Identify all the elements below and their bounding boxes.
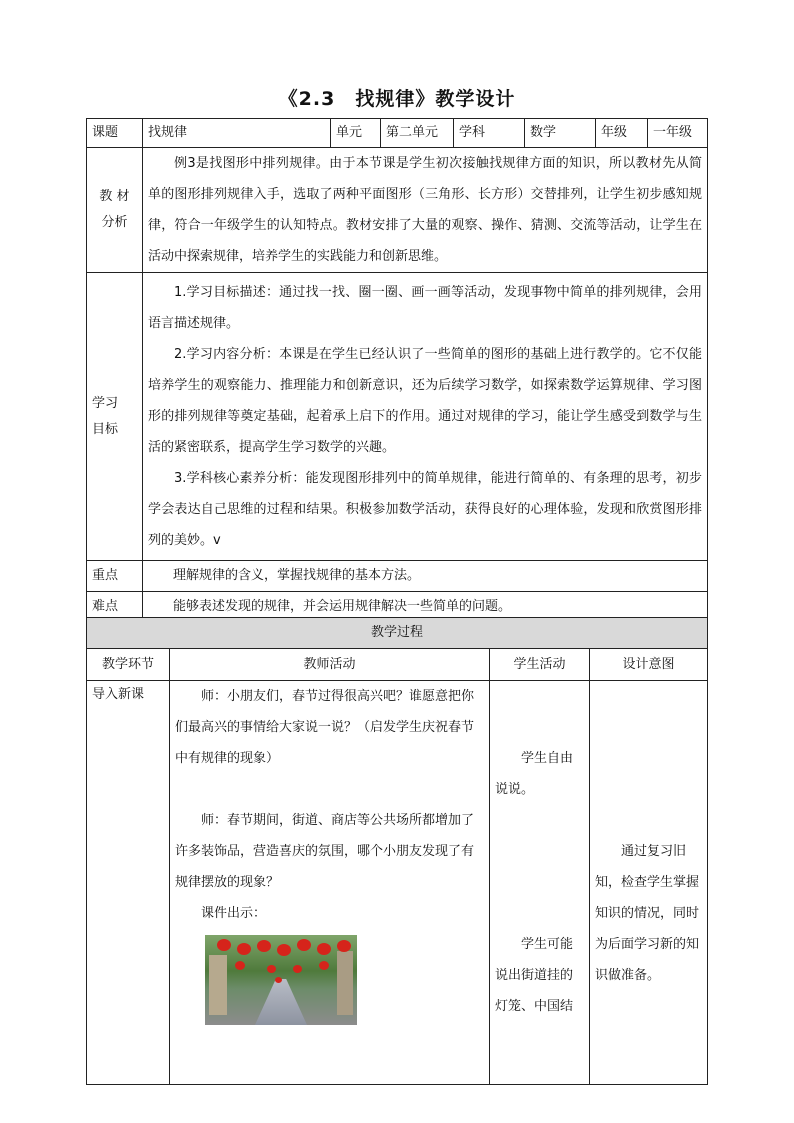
grade-label: 年级 (596, 119, 648, 148)
key-point-label: 重点 (87, 561, 143, 592)
goals-row (87, 273, 708, 561)
grade-value: 一年级 (648, 119, 708, 148)
goal-item-3: 3.学科核心素养分析：能发现图形排列中的简单规律，能进行简单的、有条理的思考，初步学会表达自己思维的过程和结果。积极参加数学活动，获得良好的心理体验，发现和欣赏图形排列的美妙。v (148, 471, 702, 548)
student-activity-2: 学生可能说出街道挂的灯笼、中国结 (495, 937, 574, 1014)
teacher-activity-2: 师：春节期间，街道、商店等公共场所都增加了许多装饰品，营造喜庆的氛围，哪个小朋友发现了有规律摆放的现象？ (175, 813, 475, 890)
column-stage: 教学环节 (87, 649, 170, 681)
process-section-row (87, 618, 708, 649)
process-column-header-row (87, 649, 708, 681)
column-teacher: 教师活动 (170, 649, 490, 681)
goals-label: 学习 目标 (87, 273, 143, 561)
lesson-plan-table (86, 118, 708, 623)
difficulty-text: 能够表述发现的规律，并会运用规律解决一些简单的问题。 (143, 592, 708, 623)
column-student: 学生活动 (490, 649, 590, 681)
topic-label: 课题 (87, 119, 143, 148)
process-row-intro (87, 681, 708, 1085)
key-point-row (87, 561, 708, 592)
teacher-activity-1: 师：小朋友们，春节过得很高兴吧？谁愿意把你们最高兴的事情给大家说一说？（启发学生庆祝春节中有规律的现象） (175, 689, 475, 766)
subject-value: 数学 (525, 119, 596, 148)
intent-text: 通过复习旧知，检查学生掌握知识的情况，同时为后面学习新的知识做准备。 (595, 844, 700, 983)
stage-cell: 导入新课 (87, 681, 170, 1085)
student-activity-1: 学生自由说说。 (495, 751, 574, 797)
column-intent: 设计意图 (590, 649, 708, 681)
process-table (86, 617, 708, 1085)
key-point-text: 理解规律的含义，掌握找规律的基本方法。 (143, 561, 708, 592)
difficulty-label: 难点 (87, 592, 143, 623)
subject-label: 学科 (454, 119, 525, 148)
teacher-activity-cell (170, 681, 490, 1085)
intent-cell (590, 681, 708, 1085)
analysis-label: 教 材 分析 (87, 148, 143, 273)
header-row (87, 119, 708, 148)
student-activity-cell (490, 681, 590, 1085)
analysis-text: 例3是找图形中排列规律。由于本节课是学生初次接触找规律方面的知识，所以教材先从简单的图形排列规律入手，选取了两种平面图形（三角形、长方形）交替排列，让学生初步感知规律，符合一年级学生的认知特点。教材安排了大量的观察、操作、猜测、交流等活动，让学生在活动中探索规律，培养学生的实践能力和创新思维。 (148, 156, 702, 264)
document-title: 《2.3 找规律》教学设计 (278, 88, 516, 110)
topic-value: 找规律 (143, 119, 331, 148)
goal-item-1: 1.学习目标描述：通过找一找、圈一圈、画一画等活动，发现事物中简单的排列规律，会用语言描述规律。 (148, 285, 702, 331)
unit-value: 第二单元 (381, 119, 454, 148)
process-section-title: 教学过程 (87, 618, 708, 649)
analysis-row (87, 148, 708, 273)
goal-item-2: 2.学习内容分析：本课是在学生已经认识了一些简单的图形的基础上进行教学的。它不仅能培养学生的观察能力、推理能力和创新意识，还为后续学习数学，如探索数学运算规律、学习图形的排列规律等奠定基础，起着承上启下的作用。通过对规律的学习，能让学生感受到数学与生活的紧密联系，提高学生学习数学的兴趣。 (148, 347, 702, 455)
unit-label: 单元 (331, 119, 381, 148)
teacher-activity-3: 课件出示： (201, 906, 267, 921)
lanterns-street-photo (205, 935, 357, 1025)
